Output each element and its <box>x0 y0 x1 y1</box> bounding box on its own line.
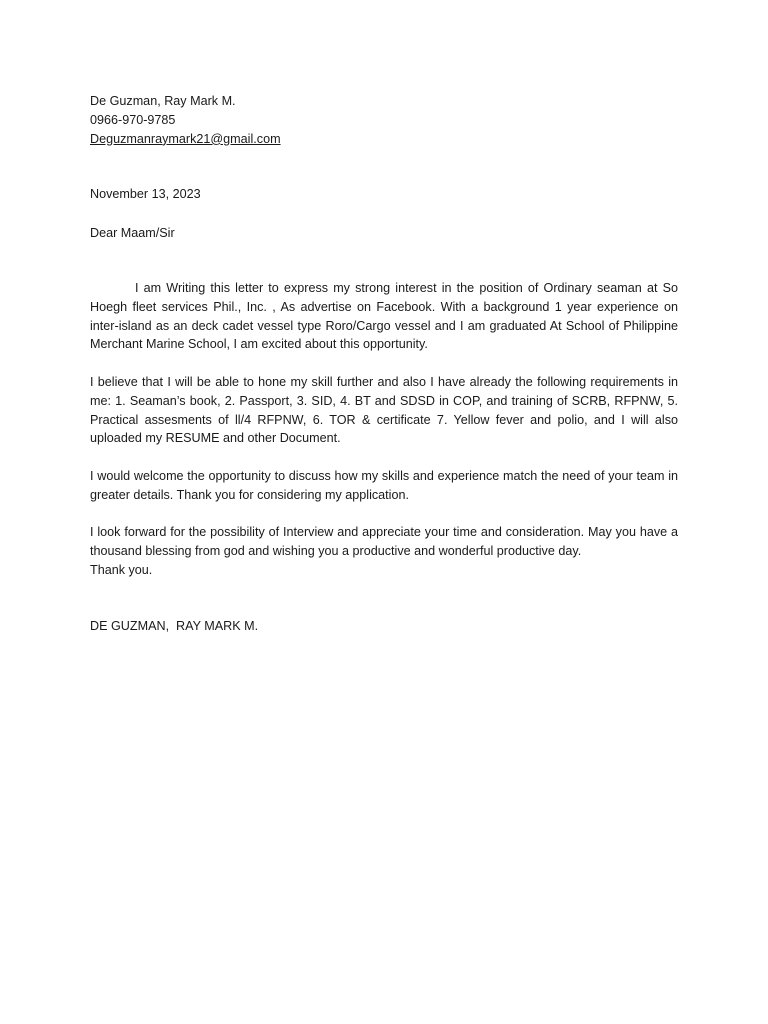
sender-email-link[interactable]: Deguzmanraymark21@gmail.com <box>90 131 281 146</box>
sender-phone: 0966-970-9785 <box>90 112 176 127</box>
letter-date <box>90 185 678 204</box>
body-paragraph-3: I would welcome the opportunity to discuss how my skills and experience match the need of your team in greater details. Thank you for considering my application. <box>90 469 678 502</box>
body-paragraph-2: I believe that I will be able to hone my skill further and also I have already the following requirements in me: 1. Seaman’s book, 2. Passport, 3. SID, 4. BT and SDSD in COP, and training of SCRB, RFPNW, 5. Practical assesments of ll/4 RFPNW, 6. TOR & certificate 7. Yellow fever and polio, and I will also uploaded my RESUME and other Document. <box>90 375 678 446</box>
body-paragraph-4: I look forward for the possibility of Interview and appreciate your time and consideration. May you have a thousand blessing from god and wishing you a productive and wonderful productive day. <box>90 525 678 558</box>
closing <box>90 561 678 580</box>
signature <box>90 617 678 636</box>
body-paragraph-1: I am Writing this letter to express my strong interest in the position of Ordinary seaman at So Hoegh fleet services Phil., Inc. , As advertise on Facebook. With a background 1 year experience on inter-island as an deck cadet vessel type Roro/Cargo vessel and I am graduated At School of Philippine Merchant Marine School, I am excited about this opportunity. <box>90 281 678 352</box>
salutation-text: Dear Maam/Sir <box>90 226 175 240</box>
sender-block <box>90 92 678 148</box>
sender-name: De Guzman, Ray Mark M. <box>90 94 236 108</box>
date-text: November 13, 2023 <box>90 187 201 201</box>
salutation <box>90 224 678 243</box>
closing-text: Thank you. <box>90 563 153 577</box>
signature-text: DE GUZMAN, RAY MARK M. <box>90 619 259 633</box>
